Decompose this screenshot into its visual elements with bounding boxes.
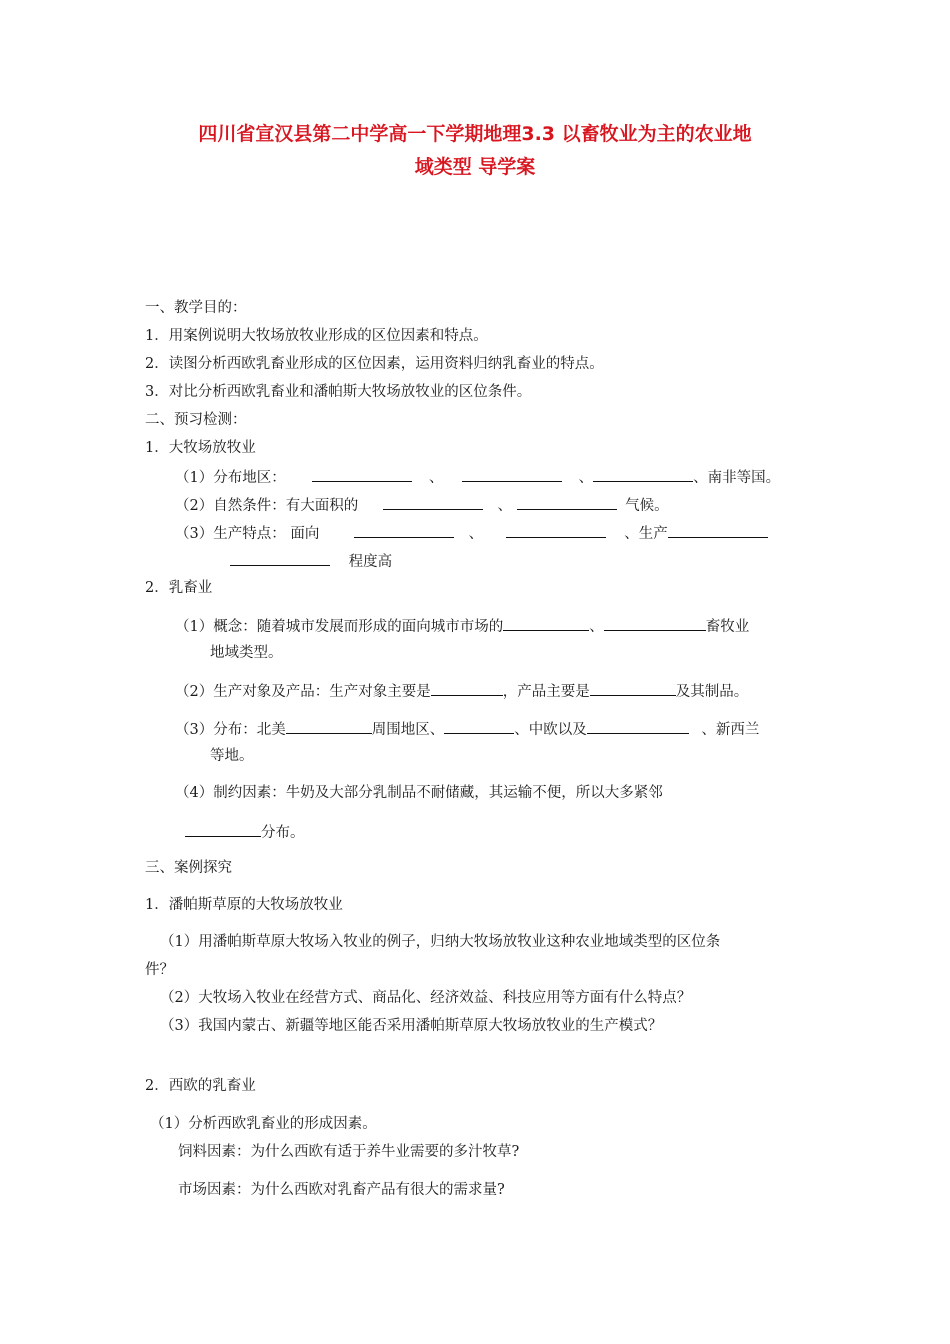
objective-1: 1．用案例说明大牧场放牧业形成的区位因素和特点。	[145, 328, 488, 344]
question-distribution-dairy: （3）分布：北美 周围地区、 、中欧以及 、新西兰	[175, 718, 759, 740]
question-concept-cont: 地域类型。	[210, 645, 283, 661]
sub-heading-ranching: 1．大牧场放牧业	[145, 440, 256, 456]
page-title	[120, 118, 830, 184]
case-1-question-1: （1）用潘帕斯草原大牧场入牧业的例子，归纳大牧场放牧业这种农业地域类型的区位条	[160, 934, 721, 950]
question-constraints-cont: 分布。	[185, 821, 305, 843]
answer-blank[interactable]	[668, 522, 768, 538]
case-2-market-factor: 市场因素：为什么西欧对乳畜产品有很大的需求量?	[178, 1182, 505, 1198]
answer-blank[interactable]	[590, 680, 676, 696]
section-1-heading: 一、教学目的：	[145, 300, 247, 316]
answer-blank[interactable]	[230, 550, 330, 566]
question-production-features: （3）生产特点： 面向 、 、生产	[175, 522, 768, 544]
question-concept: （1）概念：随着城市发展而形成的面向城市市场的 、 畜牧业	[175, 615, 749, 637]
answer-blank[interactable]	[312, 466, 412, 482]
case-1-question-1-cont: 件？	[145, 962, 174, 978]
answer-blank[interactable]	[431, 680, 503, 696]
question-products: （2）生产对象及产品：生产对象主要是 ，产品主要是 及其制品。	[175, 680, 748, 702]
answer-blank[interactable]	[383, 494, 483, 510]
answer-blank[interactable]	[517, 494, 617, 510]
answer-blank[interactable]	[593, 466, 693, 482]
answer-blank[interactable]	[185, 821, 261, 837]
question-constraints: （4）制约因素：牛奶及大部分乳制品不耐储藏，其运输不便，所以大多紧邻	[175, 785, 663, 801]
answer-blank[interactable]	[354, 522, 454, 538]
case-1-title: 1．潘帕斯草原的大牧场放牧业	[145, 897, 343, 913]
question-distribution-dairy-cont: 等地。	[210, 748, 254, 764]
answer-blank[interactable]	[286, 718, 372, 734]
case-2-question-1: （1）分析西欧乳畜业的形成因素。	[150, 1116, 377, 1132]
case-2-feed-factor: 饲料因素：为什么西欧有适于养牛业需要的多汁牧草?	[178, 1144, 520, 1160]
title-line-1: 四川省宣汉县第二中学高一下学期地理3.3 以畜牧业为主的农业地	[198, 123, 752, 145]
answer-blank[interactable]	[506, 522, 606, 538]
question-distribution: （1）分布地区： 、 、 、南非等国。	[175, 466, 780, 488]
question-production-features-cont: 程度高	[230, 550, 392, 572]
answer-blank[interactable]	[587, 718, 689, 734]
section-3-heading: 三、案例探究	[145, 860, 232, 876]
objective-2: 2．读图分析西欧乳畜业形成的区位因素，运用资料归纳乳畜业的特点。	[145, 356, 604, 372]
case-1-question-3: （3）我国内蒙古、新疆等地区能否采用潘帕斯草原大牧场放牧业的生产模式？	[160, 1018, 663, 1034]
question-natural-conditions: （2）自然条件：有大面积的 、 气候。	[175, 494, 669, 516]
case-1-question-2: （2）大牧场入牧业在经营方式、商品化、经济效益、科技应用等方面有什么特点？	[160, 990, 692, 1006]
objective-3: 3．对比分析西欧乳畜业和潘帕斯大牧场放牧业的区位条件。	[145, 384, 532, 400]
answer-blank[interactable]	[604, 615, 706, 631]
section-2-heading: 二、预习检测：	[145, 412, 247, 428]
answer-blank[interactable]	[462, 466, 562, 482]
sub-heading-dairy: 2．乳畜业	[145, 580, 213, 596]
title-line-2: 域类型 导学案	[414, 156, 536, 178]
case-2-title: 2．西欧的乳畜业	[145, 1078, 256, 1094]
answer-blank[interactable]	[503, 615, 589, 631]
answer-blank[interactable]	[444, 718, 514, 734]
